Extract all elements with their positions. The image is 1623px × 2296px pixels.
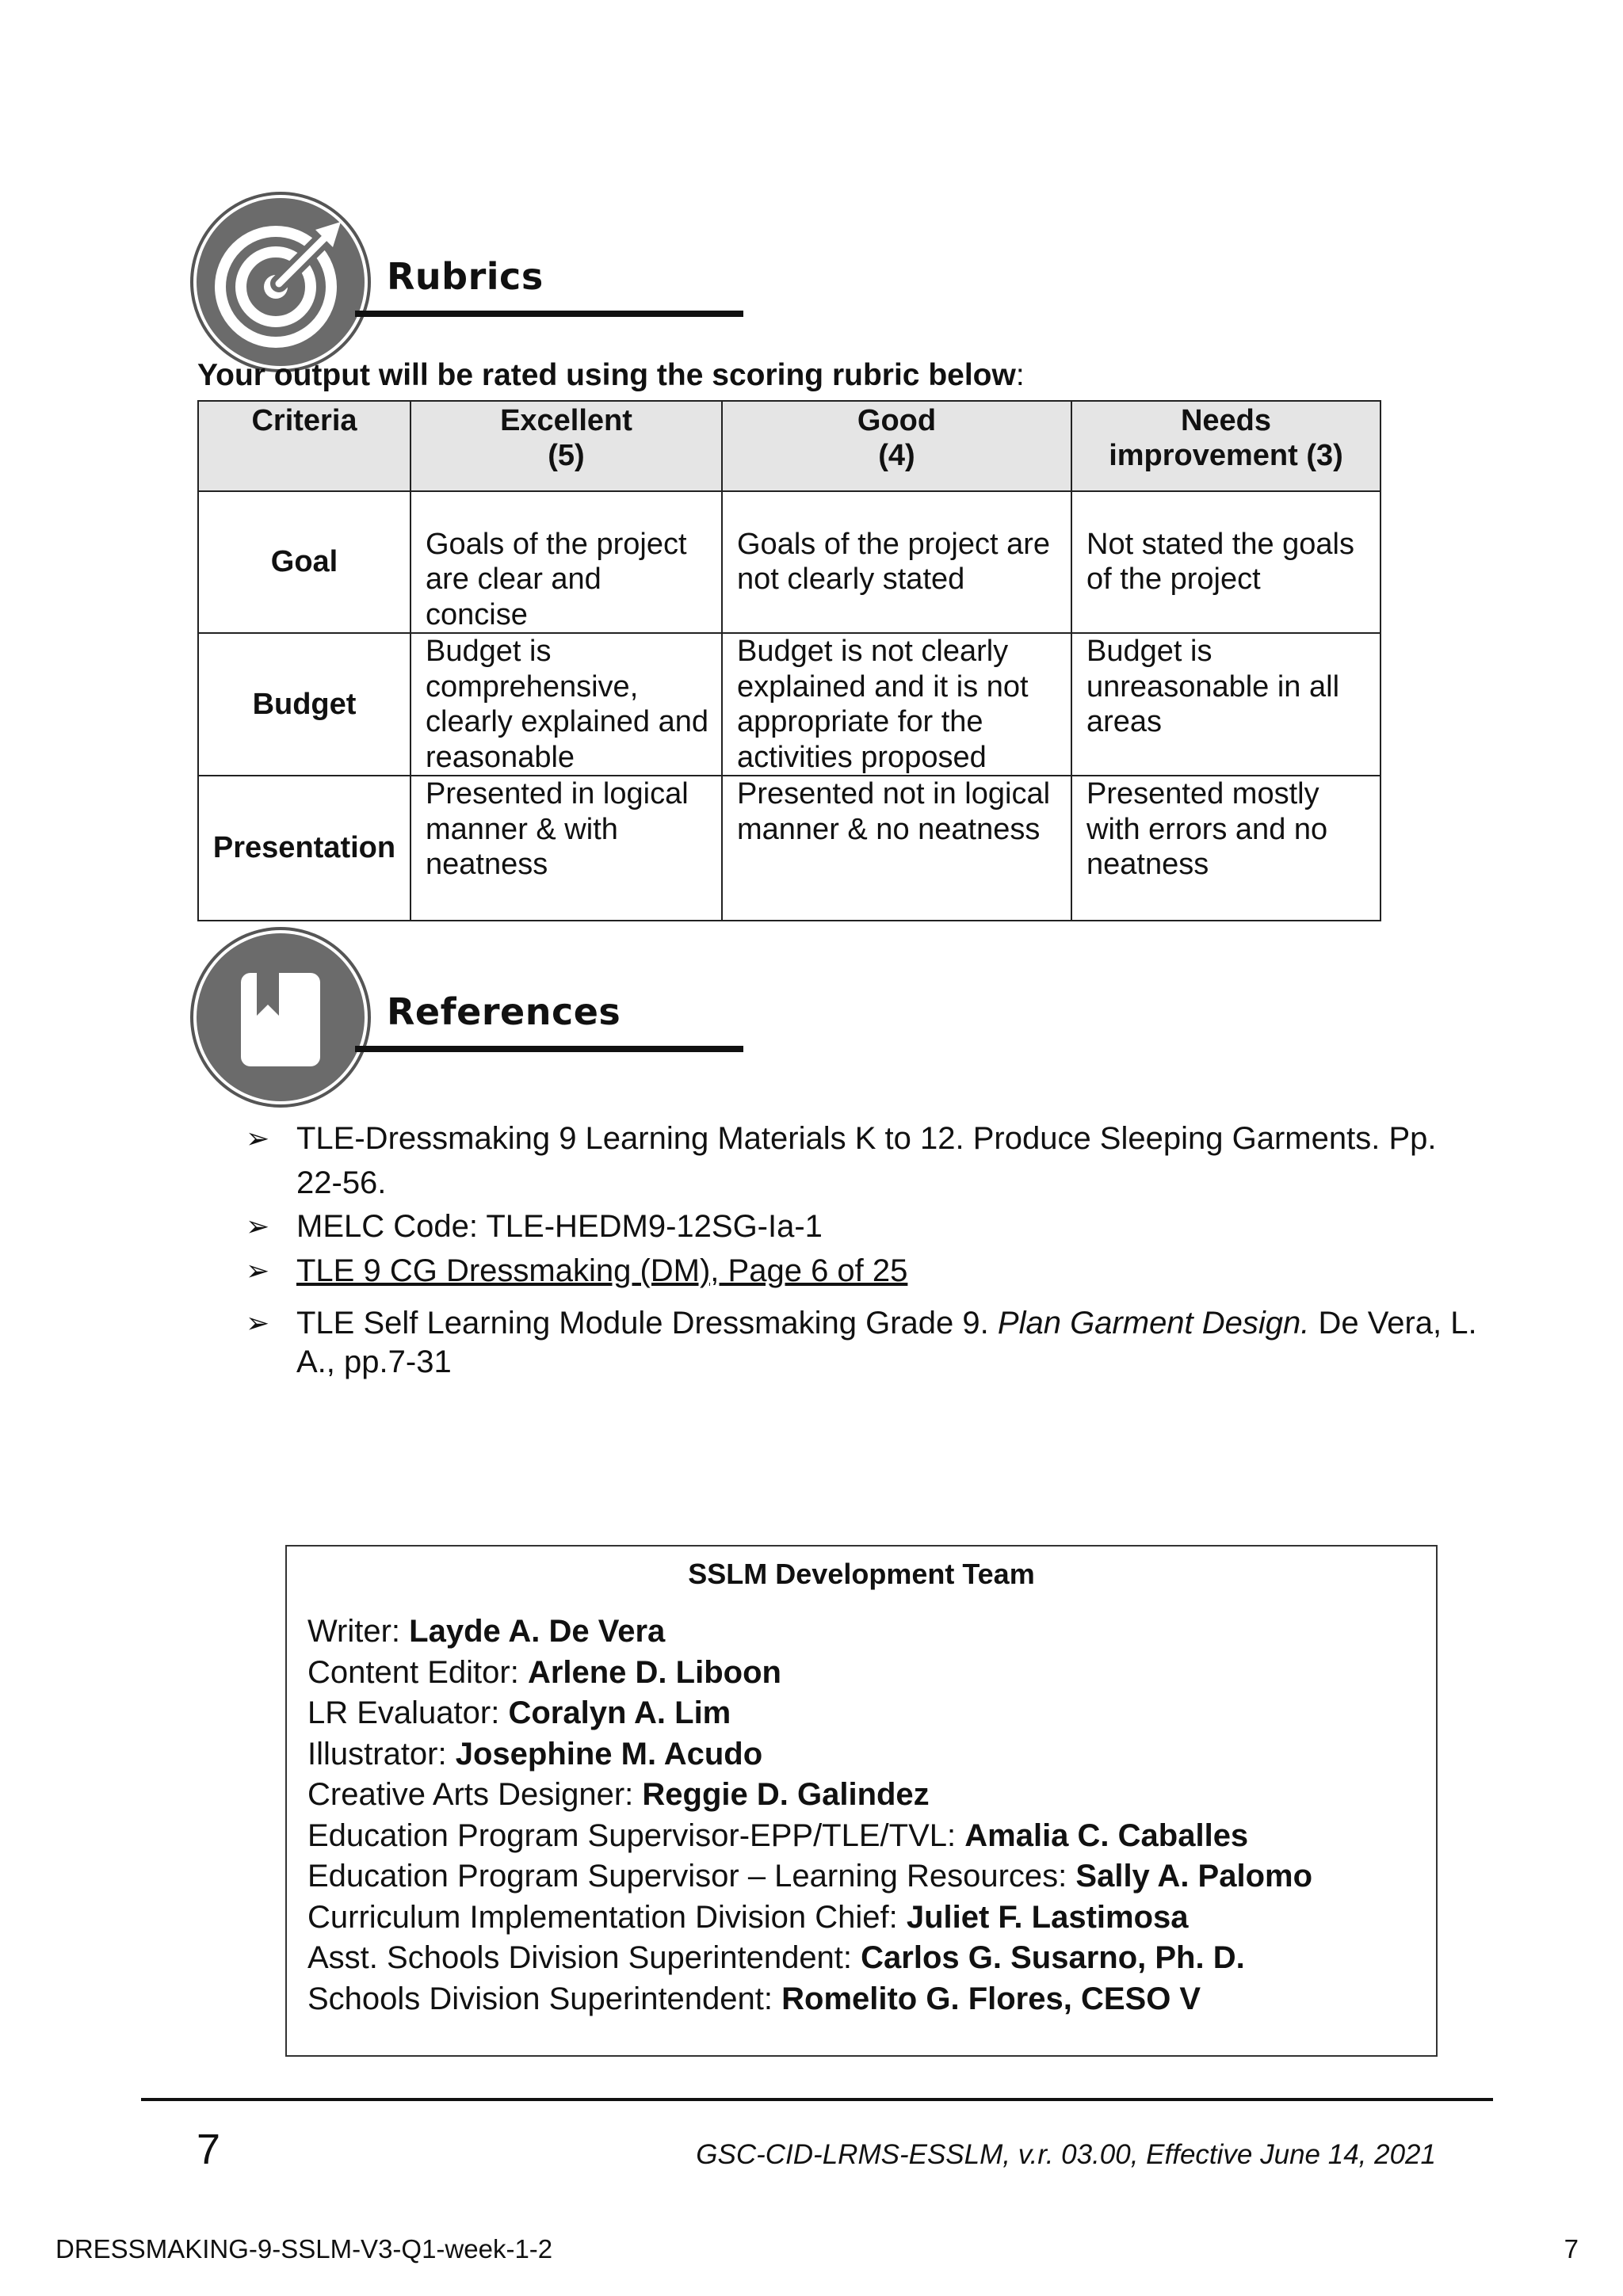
list-item: ➢ TLE-Dressmaking 9 Learning Materials K to 12. Produce Sleeping Garments. Pp. 22-56. (246, 1117, 1482, 1205)
team-list (307, 1611, 1436, 2019)
target-icon (197, 198, 365, 366)
needs-cell: Presented mostly with errors and no neatness (1071, 776, 1381, 921)
page-number-small: 7 (1564, 2234, 1579, 2264)
team-member: Writer: Layde A. De Vera (307, 1614, 666, 1649)
arrow-bullet-icon: ➢ (246, 1306, 270, 1340)
page-number: 7 (197, 2126, 221, 2173)
table-row (198, 491, 1381, 633)
table-row (198, 776, 1381, 921)
team-member: Schools Division Superintendent: Romelito G. Flores, CESO V (307, 1981, 1201, 2016)
criteria-cell: Goal (198, 491, 411, 633)
list-item: ➢ MELC Code: TLE-HEDM9-12SG-Ia-1 (246, 1205, 1482, 1249)
good-cell: Presented not in logical manner & no neatness (722, 776, 1071, 921)
rubric-header-row (198, 401, 1381, 491)
header-needs-improvement: Needs improvement (3) (1071, 401, 1381, 491)
arrow-bullet-icon: ➢ (246, 1210, 270, 1243)
team-member: Creative Arts Designer: Reggie D. Galindez (307, 1777, 930, 1812)
references-list (246, 1117, 1482, 1382)
team-member: Curriculum Implementation Division Chief: Juliet F. Lastimosa (307, 1899, 1189, 1935)
arrow-bullet-icon: ➢ (246, 1122, 270, 1154)
header-good: Good (4) (722, 401, 1071, 491)
document-id: DRESSMAKING-9-SSLM-V3-Q1-week-1-2 (55, 2234, 553, 2264)
section-title-rubrics: Rubrics (387, 255, 544, 298)
arrow-bullet-icon: ➢ (246, 1253, 270, 1287)
needs-cell: Budget is unreasonable in all areas (1071, 633, 1381, 776)
good-cell: Goals of the project are not clearly stated (722, 491, 1071, 633)
section-underline (355, 311, 743, 317)
team-member: Education Program Supervisor-EPP/TLE/TVL: Amalia C. Caballes (307, 1817, 1249, 1853)
excellent-cell: Budget is comprehensive, clearly explained and reasonable (411, 633, 722, 776)
header-excellent: Excellent (5) (411, 401, 722, 491)
rubrics-heading (197, 198, 751, 372)
header-criteria: Criteria (198, 401, 411, 491)
needs-cell: Not stated the goals of the project (1071, 491, 1381, 633)
list-item: ➢ TLE Self Learning Module Dressmaking Grade 9. Plan Garment Design. De Vera, L. A., pp.7-31 (246, 1306, 1477, 1380)
team-member: Education Program Supervisor – Learning Resources: Sally A. Palomo (307, 1859, 1313, 1894)
list-item (246, 1249, 1482, 1294)
table-row (198, 633, 1381, 776)
good-cell: Budget is not clearly explained and it is not appropriate for the activities proposed (722, 633, 1071, 776)
team-member: Content Editor: Arlene D. Liboon (307, 1654, 781, 1690)
criteria-cell: Presentation (198, 776, 411, 921)
section-title-references: References (387, 990, 621, 1033)
bookmark-book-icon (197, 933, 365, 1101)
development-team-box (285, 1545, 1438, 2057)
excellent-cell: Presented in logical manner & with neatness (411, 776, 722, 921)
team-member: Asst. Schools Division Superintendent: Carlos G. Susarno, Ph. D. (307, 1940, 1245, 1975)
footer-rule (141, 2098, 1493, 2101)
document-code: GSC-CID-LRMS-ESSLM, v.r. 03.00, Effective June 14, 2021 (696, 2139, 1436, 2170)
team-member: LR Evaluator: Coralyn A. Lim (307, 1695, 731, 1730)
section-underline (355, 1046, 743, 1052)
reference-link[interactable]: TLE 9 CG Dressmaking (DM), Page 6 of 25 (296, 1253, 908, 1288)
rubric-intro: Your output will be rated using the scoring rubric below: (197, 358, 1025, 392)
team-title: SSLM Development Team (688, 1558, 1035, 1590)
team-member: Illustrator: Josephine M. Acudo (307, 1736, 763, 1772)
criteria-cell: Budget (198, 633, 411, 776)
rubric-table (197, 400, 1381, 921)
references-heading (197, 933, 751, 1108)
excellent-cell: Goals of the project are clear and concise (411, 491, 722, 633)
